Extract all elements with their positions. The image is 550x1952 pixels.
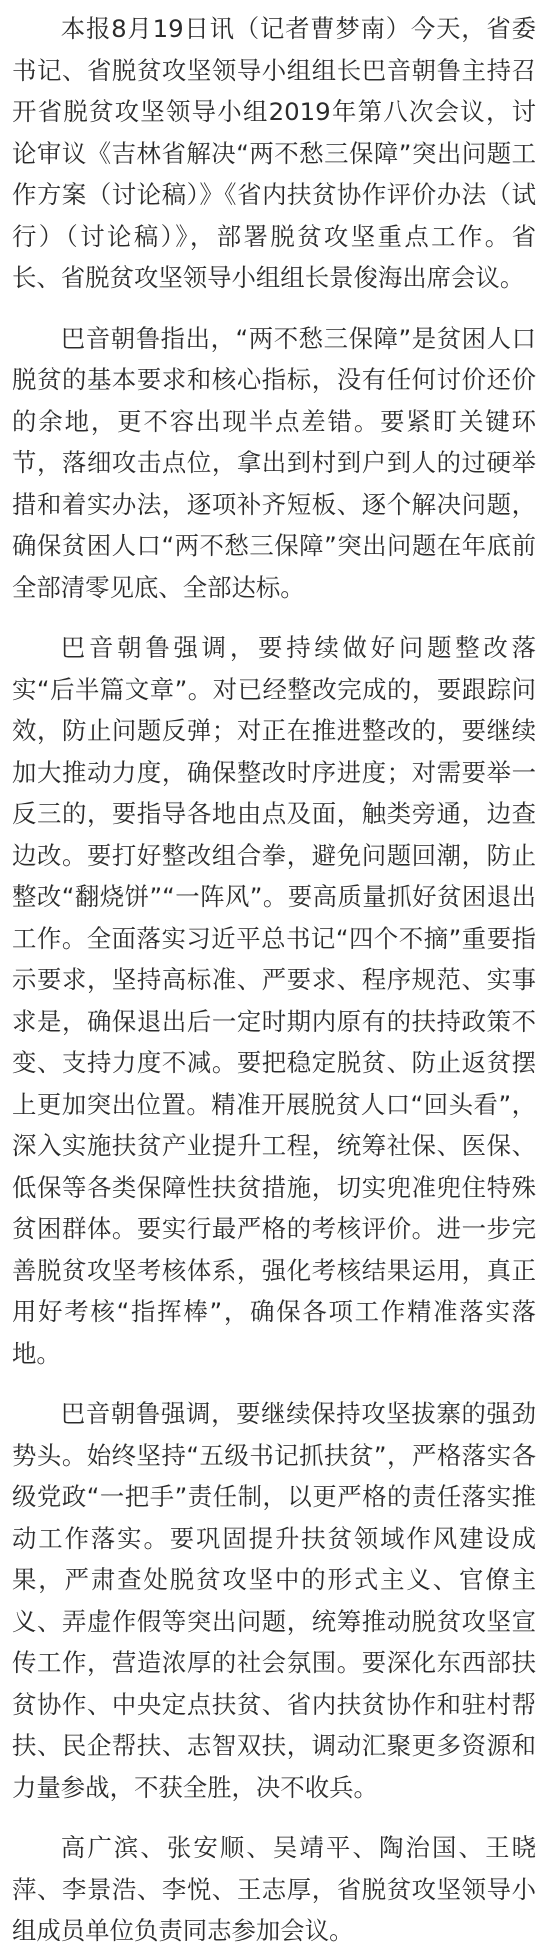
paragraph-lead: 本报8月19日讯（记者曹梦南）今天，省委书记、省脱贫攻坚领导小组组长巴音朝鲁主持召开省脱贫攻坚领导小组2019年第八次会议，讨论审议《吉林省解决“两不愁三保障”突出问题工作方案（讨论稿）》《省内扶贫协作评价办法（试行）（讨论稿）》，部署脱贫攻坚重点工作。省长、省脱贫攻坚领导小组组长景俊海出席会议。 [12,14,536,292]
paragraph-attendees: 高广滨、张安顺、吴靖平、陶治国、王晓萍、李景浩、李悦、王志厚，省脱贫攻坚领导小组成员单位负责同志参加会议。 [12,1833,536,1945]
paragraph-rectification: 巴音朝鲁强调，要持续做好问题整改落实“后半篇文章”。对已经整改完成的，要跟踪问效，防止问题反弹；对正在推进整改的，要继续加大推动力度，确保整改时序进度；对需要举一反三的，要指导各地由点及面，触类旁通，边查边改。要打好整改组合拳，避免问题回潮，防止整改“翻烧饼”“一阵风”。要高质量抓好贫困退出工作。全面落实习近平总书记“四个不摘”重要指示要求，坚持高标准、严要求、程序规范、实事求是，确保退出后一定时期内原有的扶持政策不变、支持力度不减。要把稳定脱贫、防止返贫摆上更加突出位置。精准开展脱贫人口“回头看”，深入实施扶贫产业提升工程，统筹社保、医保、低保等各类保障性扶贫措施，切实兜准兜住特殊贫困群体。要实行最严格的考核评价。进一步完善脱贫攻坚考核体系，强化考核结果运用，真正用好考核“指挥棒”，确保各项工作精准落实落地。 [12,633,536,1368]
paragraph-key-requirements: 巴音朝鲁指出，“两不愁三保障”是贫困人口脱贫的基本要求和核心指标，没有任何讨价还价的余地，更不容出现半点差错。要紧盯关键环节，落细攻击点位，拿出到村到户到人的过硬举措和着实办法，逐项补齐短板、逐个解决问题，确保贫困人口“两不愁三保障”突出问题在年底前全部清零见底、全部达标。 [12,323,536,602]
paragraph-momentum: 巴音朝鲁强调，要继续保持攻坚拔寨的强劲势头。始终坚持“五级书记抓扶贫”，严格落实各级党政“一把手”责任制，以更严格的责任落实推动工作落实。要巩固提升扶贫领域作风建设成果，严肃查处脱贫攻坚中的形式主义、官僚主义、弄虚作假等突出问题，统筹推动脱贫攻坚宣传工作，营造浓厚的社会氛围。要深化东西部扶贫协作、中央定点扶贫、省内扶贫协作和驻村帮扶、民企帮扶、志智双扶，调动汇聚更多资源和力量参战，不获全胜，决不收兵。 [12,1399,536,1802]
